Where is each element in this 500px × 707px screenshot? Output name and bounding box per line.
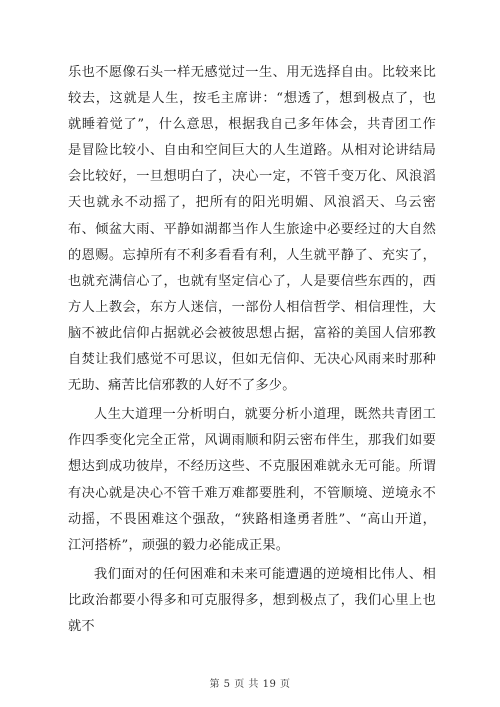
document-body: [68, 60, 436, 640]
page-footer: 第 5 页 共 19 页: [209, 679, 291, 690]
paragraph-2: 人生大道理一分析明白，就要分析小道理，既然共青团工作四季变化完全正常，风调雨顺和阴云密布伴生，那我们如要想达到成功彼岸，不经历这些、不克服困难就永无可能。所谓有决心就是决心不管千难万难都要胜利，不管顺境、逆境永不动摇，不畏困难这个强敌，“狭路相逢勇者胜”、“高山开道，江河搭桥”，顽强的毅力必能成正果。: [68, 407, 436, 553]
paragraph-3: 我们面对的任何困难和未来可能遭遇的逆境相比伟人、相比政治都要小得多和可克服得多，想到极点了，我们心里上也就不: [68, 566, 436, 634]
paragraph-1: 乐也不愿像石头一样无感觉过一生、用无选择自由。比较来比较去，这就是人生，按毛主席讲：“想透了，想到极点了，也就睡着觉了”，什么意思，根据我自己多年体会，共青团工作是冒险比较小、自由和空间巨大的人生道路。从相对论讲结局会比较好，一旦想明白了，决心一定，不管千变万化、风浪滔天也就永不动摇了，把所有的阳光明媚、风浪滔天、乌云密布、倾盆大雨、平静如湖都当作人生旅途中必要经过的大自然的恩赐。忘掉所有不利多看看有利，人生就平静了、充实了，也就充满信心了，也就有坚定信心了，人是要信些东西的，西方人上教会，东方人迷信，一部份人相信哲学、相信理性，大脑不被此信仰占据就必会被彼思想占据，富裕的美国人信邪教自焚让我们感觉不可思议，但如无信仰、无决心风雨来时那种无助、痛苦比信邪教的人好不了多少。: [68, 65, 436, 394]
